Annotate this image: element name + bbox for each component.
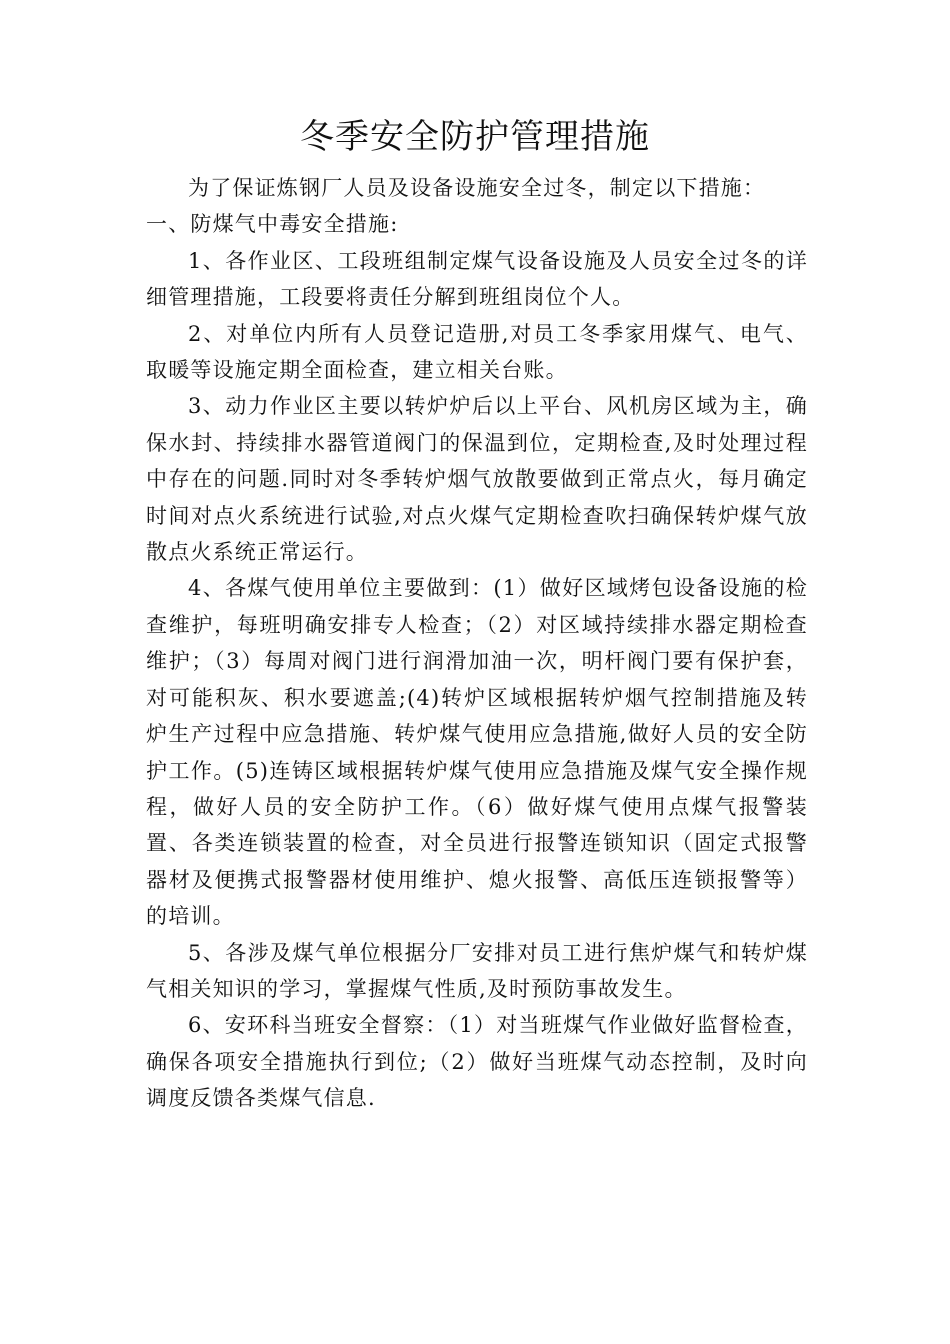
measure-item-2: 2、对单位内所有人员登记造册,对员工冬季家用煤气、电气、取暖等设施定期全面检查，建立相关台账。 (146, 321, 808, 383)
document-body (146, 170, 808, 1117)
measure-item-3: 3、动力作业区主要以转炉炉后以上平台、风机房区域为主，确保水封、持续排水器管道阀门的保温到位，定期检查,及时处理过程中存在的问题.同时对冬季转炉烟气放散要做到正常点火，每月确定时间对点火系统进行试验,对点火煤气定期检查吹扫确保转炉煤气放散点火系统正常运行。 (146, 394, 808, 565)
measure-item-6: 6、安环科当班安全督察：（1）对当班煤气作业做好监督检查，确保各项安全措施执行到位;（2）做好当班煤气动态控制，及时向调度反馈各类煤气信息. (146, 1013, 808, 1111)
measure-item-5: 5、各涉及煤气单位根据分厂安排对员工进行焦炉煤气和转炉煤气相关知识的学习，掌握煤气性质,及时预防事故发生。 (146, 940, 808, 1001)
document-title: 冬季安全防护管理措施 (300, 117, 650, 157)
measure-item-1: 1、各作业区、工段班组制定煤气设备设施及人员安全过冬的详细管理措施，工段要将责任分解到班组岗位个人。 (146, 248, 808, 310)
section-heading: 一、防煤气中毒安全措施: (146, 212, 399, 237)
intro-paragraph: 为了保证炼钢厂人员及设备设施安全过冬，制定以下措施： (188, 176, 766, 200)
measure-item-4: 4、各煤气使用单位主要做到：(1）做好区域烤包设备设施的检查维护，每班明确安排专人检查；（2）对区域持续排水器定期检查维护；（3）每周对阀门进行润滑加油一次，明杆阀门要有保护套，对可能积灰、积水要遮盖;(4)转炉区域根据转炉烟气控制措施及转炉生产过程中应急措施、转炉煤气使用应急措施,做好人员的安全防护工作。(5)连铸区域根据转炉煤气使用应急措施及煤气安全操作规程，做好人员的安全防护工作。（6）做好煤气使用点煤气报警装置、各类连锁装置的检查，对全员进行报警连锁知识（固定式报警器材及便携式报警器材使用维护、熄火报警、高低压连锁报警等）的培训。 (146, 576, 808, 929)
